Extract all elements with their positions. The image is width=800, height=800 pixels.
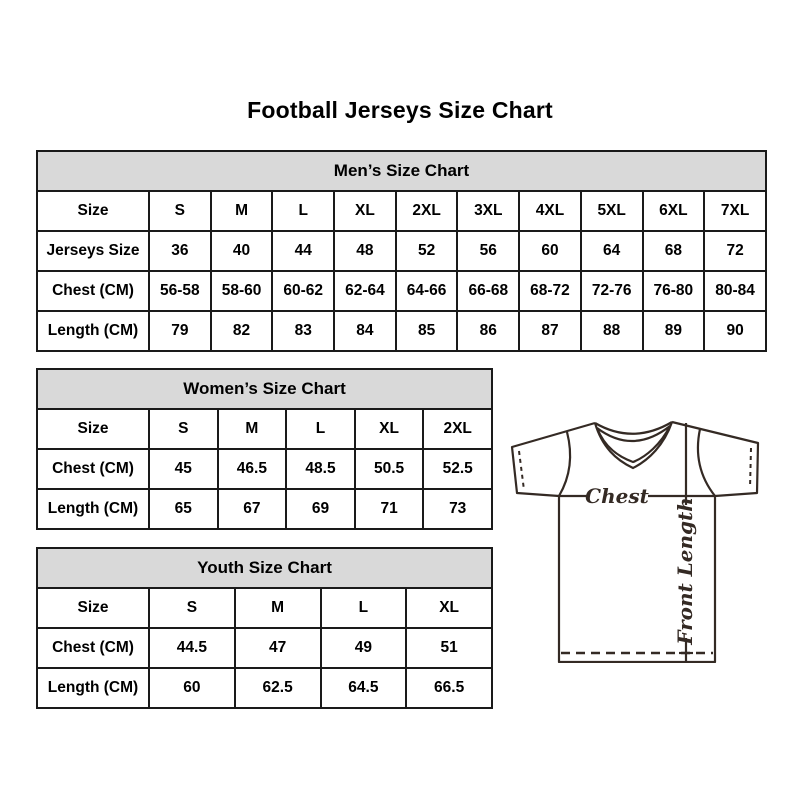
womens-table-grid [36,368,493,530]
cell-value: 45 [149,449,218,489]
cell-value: 80-84 [704,271,766,311]
size-column-header: L [286,409,355,449]
chest-label: Chest [585,484,649,508]
youth-size-table [36,547,493,706]
table-row [37,231,766,271]
row-label: Length (CM) [37,489,149,529]
cell-value: 84 [334,311,396,351]
cell-value: 79 [149,311,211,351]
size-column-header: 3XL [457,191,519,231]
size-column-header: M [211,191,273,231]
size-column-header: S [149,588,235,628]
cell-value: 83 [272,311,334,351]
cell-value: 48 [334,231,396,271]
cell-value: 64.5 [321,668,407,708]
size-column-header: L [321,588,407,628]
cell-value: 49 [321,628,407,668]
cell-value: 66.5 [406,668,492,708]
column-header-row [37,191,766,231]
size-column-header: L [272,191,334,231]
cell-value: 56-58 [149,271,211,311]
size-column-header: XL [406,588,492,628]
size-column-header: 2XL [396,191,458,231]
cell-value: 52 [396,231,458,271]
cell-value: 87 [519,311,581,351]
table-row [37,271,766,311]
column-header-row [37,409,492,449]
table-row [37,668,492,708]
cell-value: 67 [218,489,287,529]
column-header-row [37,588,492,628]
size-column-header: XL [355,409,424,449]
table-row [37,311,766,351]
cell-value: 89 [643,311,705,351]
mens-table-grid [36,150,767,352]
jersey-outline [512,422,758,662]
size-column-header: S [149,409,218,449]
cell-value: 51 [406,628,492,668]
cell-value: 52.5 [423,449,492,489]
cell-value: 68-72 [519,271,581,311]
size-column-header: 2XL [423,409,492,449]
youth-table-title: Youth Size Chart [37,548,492,588]
front-length-label: Front Length [673,497,697,645]
cell-value: 60 [149,668,235,708]
size-column-header: S [149,191,211,231]
cell-value: 64-66 [396,271,458,311]
cell-value: 44.5 [149,628,235,668]
cell-value: 36 [149,231,211,271]
cell-value: 60 [519,231,581,271]
youth-table-grid [36,547,493,709]
cell-value: 58-60 [211,271,273,311]
table-row [37,449,492,489]
cell-value: 44 [272,231,334,271]
row-label: Length (CM) [37,668,149,708]
womens-size-table [36,368,493,525]
size-column-header: 6XL [643,191,705,231]
cell-value: 73 [423,489,492,529]
row-label: Chest (CM) [37,271,149,311]
cell-value: 48.5 [286,449,355,489]
row-label: Chest (CM) [37,449,149,489]
cell-value: 50.5 [355,449,424,489]
size-column-header: M [235,588,321,628]
cell-value: 65 [149,489,218,529]
row-label-header: Size [37,588,149,628]
cell-value: 85 [396,311,458,351]
row-label-header: Size [37,191,149,231]
size-column-header: 7XL [704,191,766,231]
cell-value: 71 [355,489,424,529]
womens-table-title: Women’s Size Chart [37,369,492,409]
cell-value: 40 [211,231,273,271]
row-label-header: Size [37,409,149,449]
cell-value: 66-68 [457,271,519,311]
cell-value: 60-62 [272,271,334,311]
table-row [37,489,492,529]
jersey-measurement-diagram [505,415,765,663]
row-label: Jerseys Size [37,231,149,271]
cell-value: 62.5 [235,668,321,708]
size-column-header: M [218,409,287,449]
row-label: Length (CM) [37,311,149,351]
page-title: Football Jerseys Size Chart [247,97,553,123]
size-column-header: 5XL [581,191,643,231]
cell-value: 62-64 [334,271,396,311]
cell-value: 68 [643,231,705,271]
cell-value: 82 [211,311,273,351]
cell-value: 88 [581,311,643,351]
cell-value: 69 [286,489,355,529]
cell-value: 72 [704,231,766,271]
table-row [37,628,492,668]
cell-value: 64 [581,231,643,271]
mens-table-title: Men’s Size Chart [37,151,766,191]
cell-value: 47 [235,628,321,668]
mens-size-table [36,150,767,348]
size-column-header: XL [334,191,396,231]
cell-value: 46.5 [218,449,287,489]
cell-value: 56 [457,231,519,271]
cell-value: 86 [457,311,519,351]
row-label: Chest (CM) [37,628,149,668]
cell-value: 76-80 [643,271,705,311]
cell-value: 72-76 [581,271,643,311]
cell-value: 90 [704,311,766,351]
size-column-header: 4XL [519,191,581,231]
